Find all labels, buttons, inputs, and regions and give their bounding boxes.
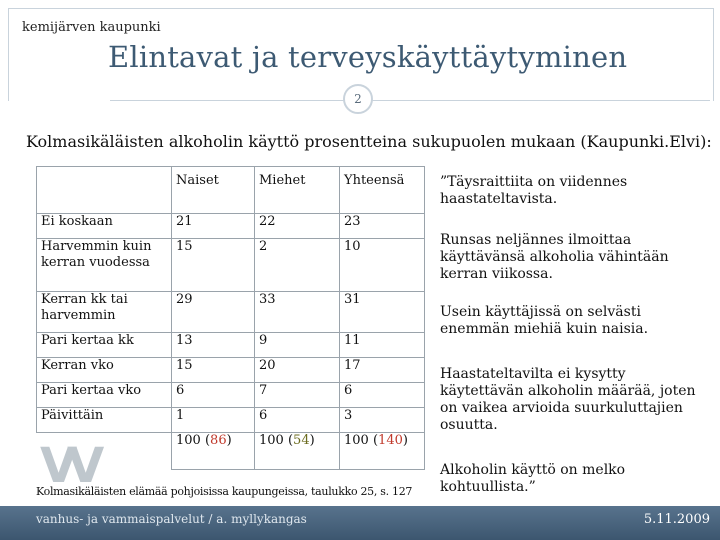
organization-name: kemijärven kaupunki (22, 20, 161, 35)
table-cell: 1 (172, 408, 255, 433)
table-cell: 15 (172, 239, 255, 292)
alcohol-use-table (36, 166, 425, 470)
table-cell: 6 (172, 383, 255, 408)
table-row (37, 292, 425, 333)
table-cell: 6 (255, 408, 340, 433)
table-row (37, 358, 425, 383)
table-cell: 10 (340, 239, 425, 292)
row-label: Päivittäin (37, 408, 172, 433)
row-label: Kerran kk tai harvemmin (37, 292, 172, 333)
table-cell: 33 (255, 292, 340, 333)
page-number-badge: 2 (343, 84, 373, 114)
note-paragraph: Runsas neljännes ilmoittaa käyttävänsä alkoholia vähintään kerran viikossa. (440, 232, 669, 282)
note-paragraph: Usein käyttäjissä on selvästi enemmän miehiä kuin naisia. (440, 304, 649, 337)
row-label: Pari kertaa kk (37, 333, 172, 358)
note-paragraph: Alkoholin käyttö on melko kohtuullista.” (440, 462, 626, 495)
table-row (37, 333, 425, 358)
table-cell: 17 (340, 358, 425, 383)
slide-title: Elintavat ja terveyskäyttäytyminen (108, 40, 628, 74)
table-cell: 31 (340, 292, 425, 333)
column-header-miehet: Miehet (255, 167, 340, 214)
footer-author: vanhus- ja vammaispalvelut / a. myllykangas (36, 512, 307, 526)
table-row (37, 383, 425, 408)
table-caption: Kolmasikäläisten alkoholin käyttö prosentteina sukupuolen mukaan (Kaupunki.Elvi): (26, 132, 712, 151)
table-total-row (37, 433, 425, 470)
total-count: 86 (210, 433, 227, 448)
total-cell: 100 (54) (255, 433, 340, 470)
total-count: 54 (293, 433, 310, 448)
table-cell: 13 (172, 333, 255, 358)
table-cell: 2 (255, 239, 340, 292)
table-cell: 11 (340, 333, 425, 358)
total-percent: 100 (259, 433, 284, 448)
total-cell: 100 (140) (340, 433, 425, 470)
row-label: Pari kertaa vko (37, 383, 172, 408)
table-cell: 3 (340, 408, 425, 433)
row-label: Ei koskaan (37, 214, 172, 239)
table-cell: 9 (255, 333, 340, 358)
row-label: Kerran vko (37, 358, 172, 383)
table-cell: 23 (340, 214, 425, 239)
table-cell: 15 (172, 358, 255, 383)
column-header-yhteensa: Yhteensä (340, 167, 425, 214)
total-percent: 100 (176, 433, 201, 448)
table-row (37, 239, 425, 292)
table-header-row (37, 167, 425, 214)
footer-date: 5.11.2009 (643, 512, 710, 527)
table-cell: 29 (172, 292, 255, 333)
table-cell: 20 (255, 358, 340, 383)
total-percent: 100 (344, 433, 369, 448)
table-cell: 22 (255, 214, 340, 239)
table-cell: 21 (172, 214, 255, 239)
column-header-naiset: Naiset (172, 167, 255, 214)
table-row (37, 214, 425, 239)
row-label: Harvemmin kuin kerran vuodessa (37, 239, 172, 292)
table-cell: 7 (255, 383, 340, 408)
total-count: 140 (378, 433, 403, 448)
logo-watermark-icon: VV (40, 438, 95, 494)
title-rule (110, 100, 710, 101)
table-source-note: Kolmasikäläisten elämää pohjoisissa kaupungeissa, taulukko 25, s. 127 (36, 485, 413, 498)
total-cell: 100 (86) (172, 433, 255, 470)
table-corner-cell (37, 167, 172, 214)
note-paragraph: ”Täysraittiita on viidennes haastateltavista. (440, 174, 628, 207)
table-cell: 6 (340, 383, 425, 408)
table-row (37, 408, 425, 433)
note-paragraph: Haastateltavilta ei kysytty käytettävän alkoholin määrää, joten on vaikea arvioida suurkuluttajien osuutta. (440, 366, 696, 433)
